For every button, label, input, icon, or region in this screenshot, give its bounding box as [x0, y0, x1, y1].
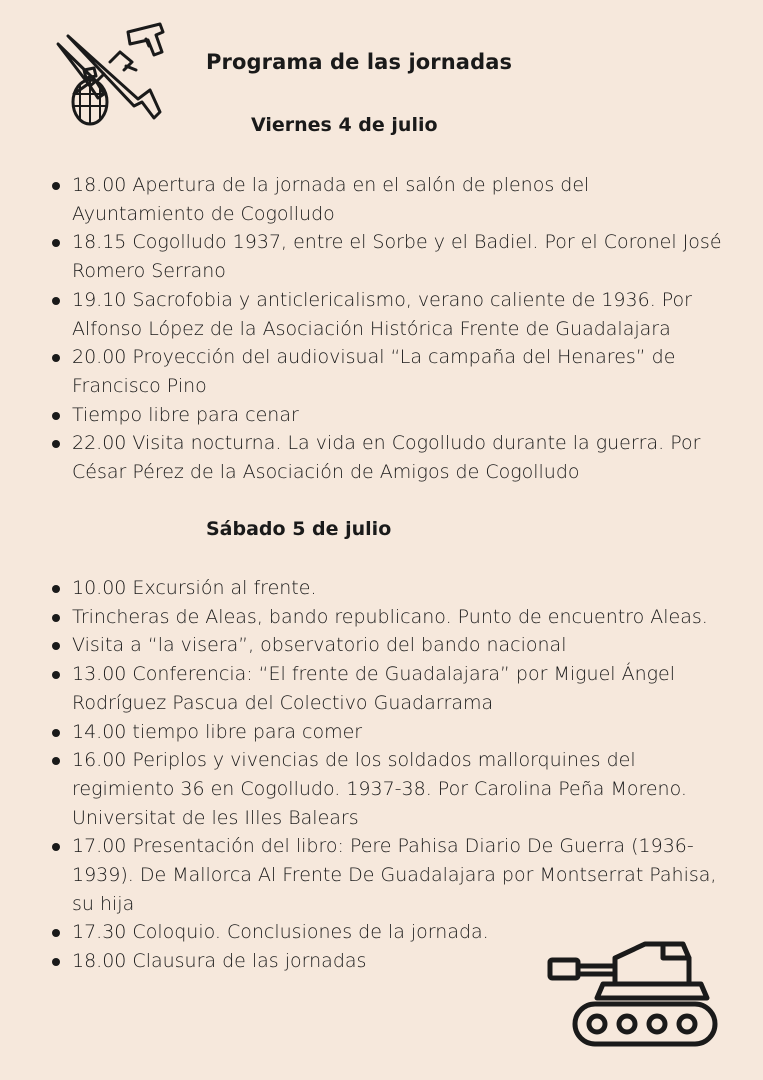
list-item: 13.00 Conferencia: “El frente de Guadalajara” por Miguel Ángel Rodríguez Pascua del Colectivo Guadarrama: [0, 660, 726, 717]
list-item: 10.00 Excursión al frente.: [0, 574, 726, 603]
list-item: 19.10 Sacrofobia y anticlericalismo, verano caliente de 1936. Por Alfonso López de la Asociación Histórica Frente de Guadalajara: [0, 286, 726, 343]
list-item: 22.00 Visita nocturna. La vida en Cogolludo durante la guerra. Por César Pérez de la Asociación de Amigos de Cogolludo: [0, 429, 726, 486]
list-item: 17.30 Coloquio. Conclusiones de la jornada.: [0, 918, 726, 947]
list-item: 18.00 Clausura de las jornadas: [0, 947, 726, 976]
list-item: 16.00 Periplos y vivencias de los soldados mallorquines del regimiento 36 en Cogolludo. 1937-38. Por Carolina Peña Moreno. Universitat de les Illes Balears: [0, 746, 726, 832]
schedule-list-saturday: [0, 574, 726, 976]
list-item: Trincheras de Aleas, bando republicano. Punto de encuentro Aleas.: [0, 603, 726, 632]
list-item: Visita a “la visera”, observatorio del bando nacional: [0, 631, 726, 660]
weapons-icon: [50, 14, 175, 139]
schedule-list-friday: [0, 171, 726, 487]
list-item: 20.00 Proyección del audiovisual “La campaña del Henares” de Francisco Pino: [0, 343, 726, 400]
day-heading-saturday: Sábado 5 de julio: [206, 518, 392, 540]
list-item: 18.00 Apertura de la jornada en el salón de plenos del Ayuntamiento de Cogolludo: [0, 171, 726, 228]
page-title: Programa de las jornadas: [206, 50, 513, 74]
list-item: 17.00 Presentación del libro: Pere Pahisa Diario De Guerra (1936-1939). De Mallorca Al Frente De Guadalajara por Montserrat Pahisa, su hija: [0, 832, 726, 918]
day-heading-friday: Viernes 4 de julio: [251, 114, 438, 136]
list-item: 14.00 tiempo libre para comer: [0, 718, 726, 747]
list-item: 18.15 Cogolludo 1937, entre el Sorbe y el Badiel. Por el Coronel José Romero Serrano: [0, 228, 726, 285]
list-item: Tiempo libre para cenar: [0, 401, 726, 430]
tank-icon: [545, 938, 720, 1050]
